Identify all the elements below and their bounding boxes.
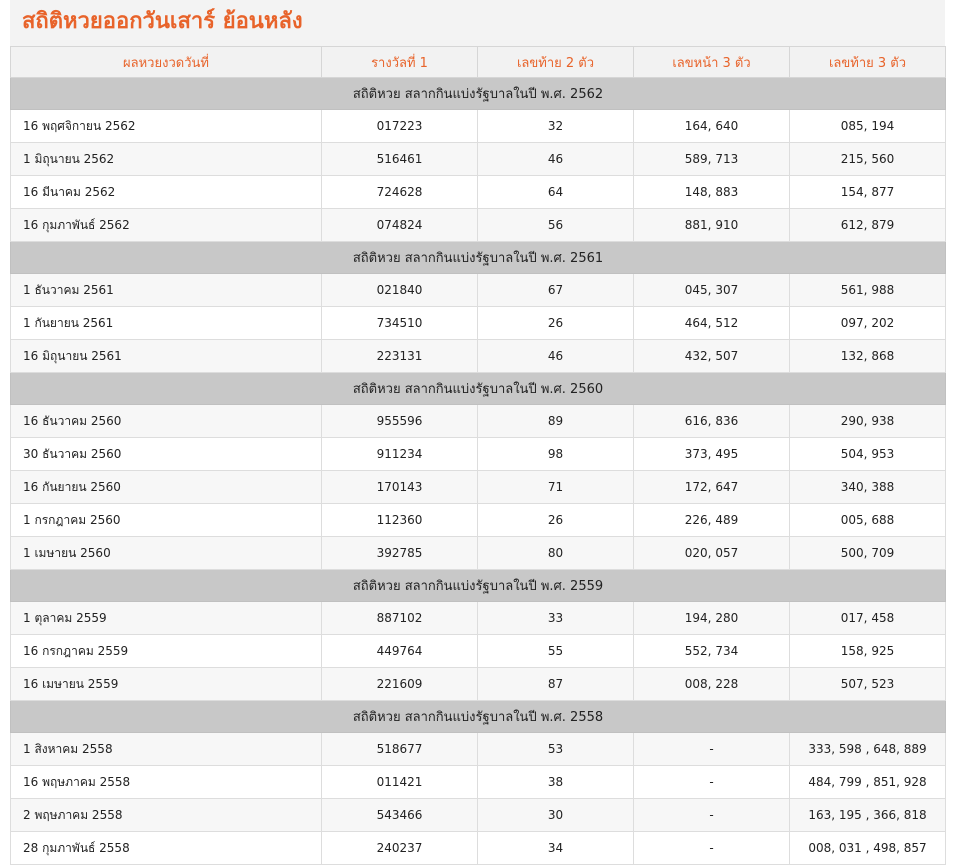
cell-last-three-digits: 561, 988 bbox=[790, 274, 946, 307]
cell-last-three-digits: 132, 868 bbox=[790, 340, 946, 373]
table-row bbox=[11, 143, 946, 176]
cell-last-three-digits: 507, 523 bbox=[790, 668, 946, 701]
year-group-label: สถิติหวย สลากกินแบ่งรัฐบาลในปี พ.ศ. 2558 bbox=[11, 701, 946, 733]
page-title: สถิติหวยออกวันเสาร์ ย้อนหลัง bbox=[10, 0, 945, 46]
cell-draw-date: 16 กุมภาพันธ์ 2562 bbox=[11, 209, 322, 242]
header-first-prize: รางวัลที่ 1 bbox=[322, 47, 478, 78]
cell-last-three-digits: 484, 799 , 851, 928 bbox=[790, 766, 946, 799]
lottery-stats-panel bbox=[10, 0, 945, 865]
cell-draw-date: 1 สิงหาคม 2558 bbox=[11, 733, 322, 766]
cell-last-two-digits: 87 bbox=[478, 668, 634, 701]
cell-last-two-digits: 71 bbox=[478, 471, 634, 504]
cell-first-prize: 955596 bbox=[322, 405, 478, 438]
cell-last-three-digits: 154, 877 bbox=[790, 176, 946, 209]
cell-first-prize: 449764 bbox=[322, 635, 478, 668]
cell-last-three-digits: 005, 688 bbox=[790, 504, 946, 537]
cell-draw-date: 16 เมษายน 2559 bbox=[11, 668, 322, 701]
year-group-row bbox=[11, 242, 946, 274]
cell-last-three-digits: 340, 388 bbox=[790, 471, 946, 504]
cell-first-three-digits: 432, 507 bbox=[634, 340, 790, 373]
cell-first-three-digits: 148, 883 bbox=[634, 176, 790, 209]
table-row bbox=[11, 176, 946, 209]
cell-last-three-digits: 500, 709 bbox=[790, 537, 946, 570]
cell-last-two-digits: 56 bbox=[478, 209, 634, 242]
year-group-row bbox=[11, 701, 946, 733]
cell-last-two-digits: 32 bbox=[478, 110, 634, 143]
cell-last-three-digits: 097, 202 bbox=[790, 307, 946, 340]
cell-draw-date: 1 ตุลาคม 2559 bbox=[11, 602, 322, 635]
cell-draw-date: 1 เมษายน 2560 bbox=[11, 537, 322, 570]
lottery-results-table bbox=[10, 46, 946, 865]
table-body bbox=[11, 78, 946, 865]
cell-draw-date: 1 กันยายน 2561 bbox=[11, 307, 322, 340]
header-draw-date: ผลหวยงวดวันที่ bbox=[11, 47, 322, 78]
cell-draw-date: 16 มีนาคม 2562 bbox=[11, 176, 322, 209]
table-row bbox=[11, 668, 946, 701]
table-row bbox=[11, 209, 946, 242]
cell-draw-date: 1 กรกฎาคม 2560 bbox=[11, 504, 322, 537]
cell-last-two-digits: 67 bbox=[478, 274, 634, 307]
cell-last-two-digits: 46 bbox=[478, 143, 634, 176]
table-row bbox=[11, 799, 946, 832]
header-last-two-digits: เลขท้าย 2 ตัว bbox=[478, 47, 634, 78]
year-group-row bbox=[11, 373, 946, 405]
cell-first-three-digits: - bbox=[634, 733, 790, 766]
table-row bbox=[11, 733, 946, 766]
table-row bbox=[11, 405, 946, 438]
cell-first-three-digits: 164, 640 bbox=[634, 110, 790, 143]
cell-last-three-digits: 017, 458 bbox=[790, 602, 946, 635]
cell-first-prize: 011421 bbox=[322, 766, 478, 799]
year-group-label: สถิติหวย สลากกินแบ่งรัฐบาลในปี พ.ศ. 2561 bbox=[11, 242, 946, 274]
cell-first-three-digits: 020, 057 bbox=[634, 537, 790, 570]
table-row bbox=[11, 635, 946, 668]
cell-last-two-digits: 64 bbox=[478, 176, 634, 209]
cell-first-three-digits: 172, 647 bbox=[634, 471, 790, 504]
cell-first-prize: 518677 bbox=[322, 733, 478, 766]
cell-first-prize: 021840 bbox=[322, 274, 478, 307]
cell-first-prize: 392785 bbox=[322, 537, 478, 570]
cell-first-three-digits: 552, 734 bbox=[634, 635, 790, 668]
table-row bbox=[11, 602, 946, 635]
cell-first-three-digits: 373, 495 bbox=[634, 438, 790, 471]
cell-last-two-digits: 46 bbox=[478, 340, 634, 373]
cell-first-three-digits: 194, 280 bbox=[634, 602, 790, 635]
year-group-label: สถิติหวย สลากกินแบ่งรัฐบาลในปี พ.ศ. 2560 bbox=[11, 373, 946, 405]
cell-draw-date: 28 กุมภาพันธ์ 2558 bbox=[11, 832, 322, 865]
year-group-label: สถิติหวย สลากกินแบ่งรัฐบาลในปี พ.ศ. 2559 bbox=[11, 570, 946, 602]
cell-draw-date: 30 ธันวาคม 2560 bbox=[11, 438, 322, 471]
year-group-row bbox=[11, 570, 946, 602]
cell-first-three-digits: 616, 836 bbox=[634, 405, 790, 438]
cell-draw-date: 16 พฤศจิกายน 2562 bbox=[11, 110, 322, 143]
cell-last-three-digits: 158, 925 bbox=[790, 635, 946, 668]
cell-first-prize: 543466 bbox=[322, 799, 478, 832]
cell-last-three-digits: 085, 194 bbox=[790, 110, 946, 143]
cell-draw-date: 16 มิถุนายน 2561 bbox=[11, 340, 322, 373]
cell-last-two-digits: 30 bbox=[478, 799, 634, 832]
cell-first-three-digits: - bbox=[634, 799, 790, 832]
cell-first-three-digits: - bbox=[634, 832, 790, 865]
cell-last-three-digits: 612, 879 bbox=[790, 209, 946, 242]
cell-last-two-digits: 26 bbox=[478, 504, 634, 537]
cell-first-prize: 221609 bbox=[322, 668, 478, 701]
cell-first-three-digits: 589, 713 bbox=[634, 143, 790, 176]
cell-draw-date: 16 กันยายน 2560 bbox=[11, 471, 322, 504]
cell-first-prize: 223131 bbox=[322, 340, 478, 373]
cell-first-prize: 734510 bbox=[322, 307, 478, 340]
table-row bbox=[11, 537, 946, 570]
table-row bbox=[11, 438, 946, 471]
table-row bbox=[11, 766, 946, 799]
cell-last-three-digits: 008, 031 , 498, 857 bbox=[790, 832, 946, 865]
table-header-row bbox=[11, 47, 946, 78]
cell-first-three-digits: 226, 489 bbox=[634, 504, 790, 537]
cell-draw-date: 16 ธันวาคม 2560 bbox=[11, 405, 322, 438]
cell-first-three-digits: 045, 307 bbox=[634, 274, 790, 307]
cell-first-three-digits: 464, 512 bbox=[634, 307, 790, 340]
cell-draw-date: 16 พฤษภาคม 2558 bbox=[11, 766, 322, 799]
cell-last-three-digits: 215, 560 bbox=[790, 143, 946, 176]
table-row bbox=[11, 307, 946, 340]
cell-last-two-digits: 89 bbox=[478, 405, 634, 438]
cell-first-three-digits: 881, 910 bbox=[634, 209, 790, 242]
table-row bbox=[11, 832, 946, 865]
year-group-label: สถิติหวย สลากกินแบ่งรัฐบาลในปี พ.ศ. 2562 bbox=[11, 78, 946, 110]
cell-last-three-digits: 333, 598 , 648, 889 bbox=[790, 733, 946, 766]
cell-last-two-digits: 53 bbox=[478, 733, 634, 766]
cell-last-three-digits: 504, 953 bbox=[790, 438, 946, 471]
cell-last-two-digits: 26 bbox=[478, 307, 634, 340]
cell-first-prize: 112360 bbox=[322, 504, 478, 537]
cell-first-prize: 017223 bbox=[322, 110, 478, 143]
cell-last-two-digits: 98 bbox=[478, 438, 634, 471]
cell-first-prize: 074824 bbox=[322, 209, 478, 242]
cell-last-two-digits: 38 bbox=[478, 766, 634, 799]
table-row bbox=[11, 471, 946, 504]
cell-first-prize: 170143 bbox=[322, 471, 478, 504]
cell-last-three-digits: 163, 195 , 366, 818 bbox=[790, 799, 946, 832]
cell-draw-date: 16 กรกฎาคม 2559 bbox=[11, 635, 322, 668]
cell-draw-date: 1 ธันวาคม 2561 bbox=[11, 274, 322, 307]
cell-first-three-digits: 008, 228 bbox=[634, 668, 790, 701]
header-last-three-digits: เลขท้าย 3 ตัว bbox=[790, 47, 946, 78]
cell-first-prize: 887102 bbox=[322, 602, 478, 635]
cell-last-three-digits: 290, 938 bbox=[790, 405, 946, 438]
cell-first-prize: 516461 bbox=[322, 143, 478, 176]
cell-first-three-digits: - bbox=[634, 766, 790, 799]
year-group-row bbox=[11, 78, 946, 110]
table-row bbox=[11, 110, 946, 143]
cell-last-two-digits: 55 bbox=[478, 635, 634, 668]
table-row bbox=[11, 274, 946, 307]
table-row bbox=[11, 504, 946, 537]
cell-draw-date: 1 มิถุนายน 2562 bbox=[11, 143, 322, 176]
cell-last-two-digits: 80 bbox=[478, 537, 634, 570]
cell-first-prize: 724628 bbox=[322, 176, 478, 209]
cell-last-two-digits: 33 bbox=[478, 602, 634, 635]
header-first-three-digits: เลขหน้า 3 ตัว bbox=[634, 47, 790, 78]
table-row bbox=[11, 340, 946, 373]
cell-last-two-digits: 34 bbox=[478, 832, 634, 865]
cell-first-prize: 240237 bbox=[322, 832, 478, 865]
cell-first-prize: 911234 bbox=[322, 438, 478, 471]
cell-draw-date: 2 พฤษภาคม 2558 bbox=[11, 799, 322, 832]
